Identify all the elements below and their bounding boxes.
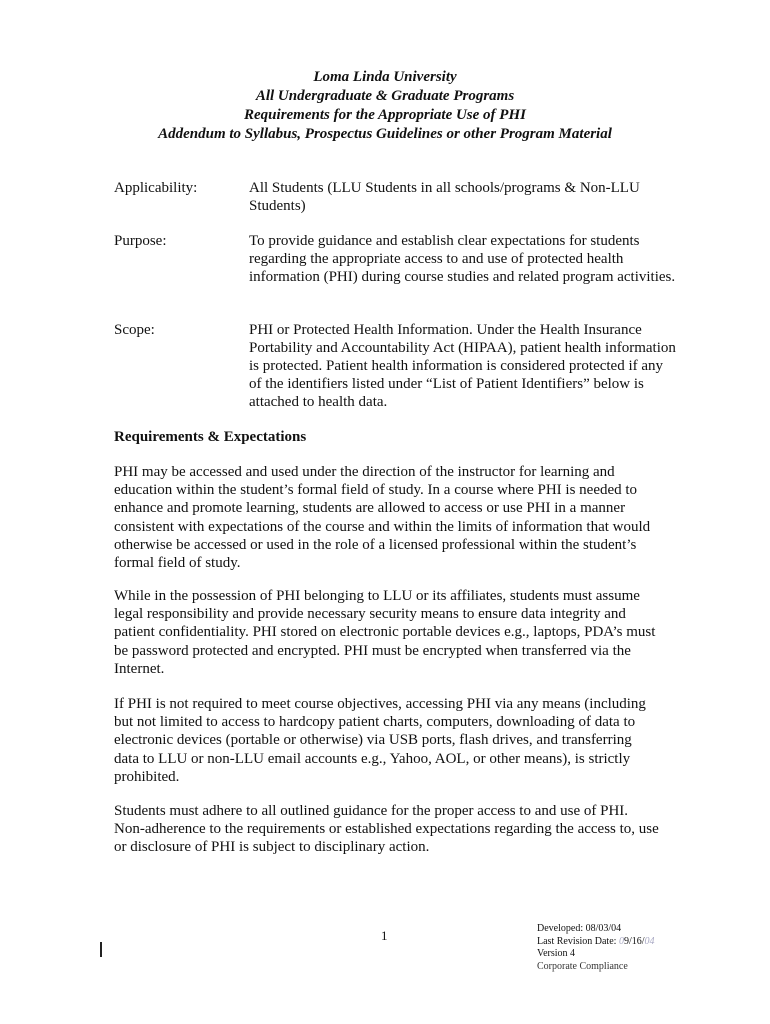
purpose-value: To provide guidance and establish clear expectations for students regarding the appropriate access to and use of protected health information (PHI) during course studies and related program activities. — [249, 233, 676, 285]
programs-line: All Undergraduate & Graduate Programs — [255, 88, 515, 104]
revision-faded-year: 04 — [644, 935, 655, 947]
purpose-label: Purpose: — [114, 233, 167, 249]
revision-faded-prefix: 0 — [618, 935, 624, 947]
version-label: Version 4 — [537, 948, 576, 959]
revision-footer — [537, 923, 667, 973]
section-heading: Requirements & Expectations — [114, 429, 307, 445]
university-name: Loma Linda University — [313, 69, 457, 85]
revision-line — [537, 936, 667, 949]
paragraph-possession: While in the possession of PHI belonging to LLU or its affiliates, students must assume legal responsibility and provide necessary security means to ensure data integrity and patient confidentiality. PHI stored on electronic portable devices e.g., laptops, PDA’s must be password protected and encrypted. PHI must be encrypted when transferred via the Internet. — [114, 588, 656, 677]
applicability-label: Applicability: — [114, 180, 198, 196]
paragraph-adherence: Students must adhere to all outlined guidance for the proper access to and use of PHI. Non-adherence to the requirements or established expectations regarding the access to, use or disclosure of PHI is subject to disciplinary action. — [114, 803, 659, 856]
applicability-value: All Students (LLU Students in all schools/programs & Non-LLU Students) — [249, 180, 640, 214]
scope-label: Scope: — [114, 322, 155, 338]
addendum-line: Addendum to Syllabus, Prospectus Guidelines or other Program Material — [158, 126, 612, 142]
paragraph-access: PHI may be accessed and used under the direction of the instructor for learning and education within the student’s formal field of study. In a course where PHI is needed to enhance and promote learning, students are allowed to access or use PHI in a manner consistent with expectations of the course and within the limits of information that would otherwise be accessed or used in the role of a licensed professional within the student’s formal field of study. — [114, 464, 651, 572]
requirements-line: Requirements for the Appropriate Use of PHI — [244, 107, 526, 123]
document-title — [0, 68, 770, 144]
revision-date: 9/16/ — [623, 935, 645, 947]
scope-value: PHI or Protected Health Information. Under the Health Insurance Portability and Accountability Act (HIPAA), patient health information is protected. Patient health information is considered protected if any of the identifiers listed under “List of Patient Identifiers” below is attached to health data. — [249, 322, 676, 410]
developed-date: Developed: 08/03/04 — [537, 923, 622, 934]
paragraph-not-required: If PHI is not required to meet course objectives, accessing PHI via any means (including but not limited to access to hardcopy patient charts, computers, downloading of data to electronic devices (portable or otherwise) via USB ports, flash drives, and transferring data to LLU or non-LLU email accounts e.g., Yahoo, AOL, or other means), is strictly prohibited. — [114, 696, 646, 785]
margin-bar — [100, 942, 102, 957]
page-number: 1 — [381, 928, 388, 943]
owner-label: Corporate Compliance — [537, 960, 628, 972]
revision-label: Last Revision Date: — [537, 935, 617, 947]
